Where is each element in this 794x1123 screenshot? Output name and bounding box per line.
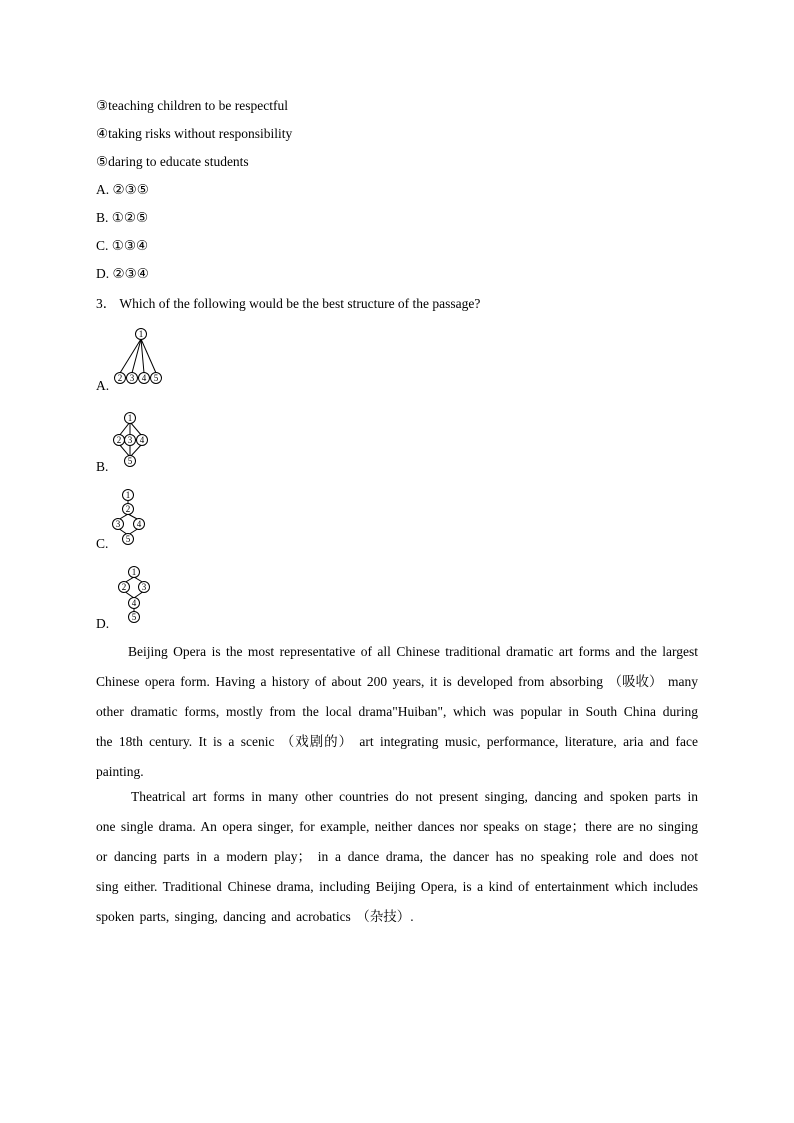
question-2-option-c: C. ①③④ [96, 238, 149, 253]
svg-text:5: 5 [153, 373, 159, 383]
svg-text:5: 5 [127, 456, 133, 466]
svg-text:4: 4 [139, 435, 145, 445]
svg-text:2: 2 [117, 373, 123, 383]
question-2-item-5: ⑤daring to educate students [96, 154, 249, 169]
question-3-option-b-label: B. [96, 459, 109, 474]
structure-diagram-a [112, 326, 168, 386]
svg-text:3: 3 [127, 435, 133, 445]
svg-text:4: 4 [131, 598, 137, 608]
svg-text:2: 2 [116, 435, 122, 445]
question-2-option-d: D. ②③④ [96, 266, 149, 281]
svg-text:5: 5 [131, 612, 137, 622]
question-3-option-a-label: A. [96, 378, 110, 393]
svg-text:3: 3 [115, 519, 121, 529]
structure-diagram-b [110, 410, 154, 470]
structure-diagram-c [108, 486, 152, 548]
svg-text:4: 4 [141, 373, 147, 383]
question-2-item-3: ③teaching children to be respectful [96, 98, 289, 113]
question-2-item-4: ④taking risks without responsibility [96, 126, 293, 141]
structure-diagram-d [112, 563, 156, 627]
svg-text:3: 3 [141, 582, 147, 592]
question-3-stem: 3． Which of the following would be the best structure of the passage? [96, 296, 481, 311]
svg-text:5: 5 [125, 534, 131, 544]
question-3-option-c-label: C. [96, 536, 109, 551]
svg-text:2: 2 [125, 504, 131, 514]
passage-paragraph-1: Beijing Opera is the most representative of all Chinese traditional dramatic art forms and the largest Chinese opera form. Having a history of about 200 years, it is developed from absorbing （吸收） many other dramatic forms, mostly from the local drama"Huiban", which was popular in South China during the 18th century. It is a scenic （戏剧的） art integrating music, performance, literature, aria and face painting. [96, 644, 698, 779]
question-2-option-a: A. ②③⑤ [96, 182, 149, 197]
question-2-option-b: B. ①②⑤ [96, 210, 149, 225]
svg-text:2: 2 [121, 582, 127, 592]
svg-text:1: 1 [138, 329, 144, 339]
question-3-option-d-label: D. [96, 616, 110, 631]
svg-text:3: 3 [129, 373, 135, 383]
svg-text:1: 1 [125, 490, 131, 500]
svg-text:1: 1 [131, 567, 137, 577]
svg-text:1: 1 [127, 413, 133, 423]
svg-text:4: 4 [136, 519, 142, 529]
passage-paragraph-2: Theatrical art forms in many other countries do not present singing, dancing and spoken parts in one single drama. An opera singer, for example, neither dances nor speaks on stage；there are no singing or dancing parts in a modern play； in a dance drama, the dancer has no speaking role and does not sing either. Traditional Chinese drama, including Beijing Opera, is a kind of entertainment which includes spoken parts, singing, dancing and acrobatics （杂技）. [96, 789, 698, 924]
